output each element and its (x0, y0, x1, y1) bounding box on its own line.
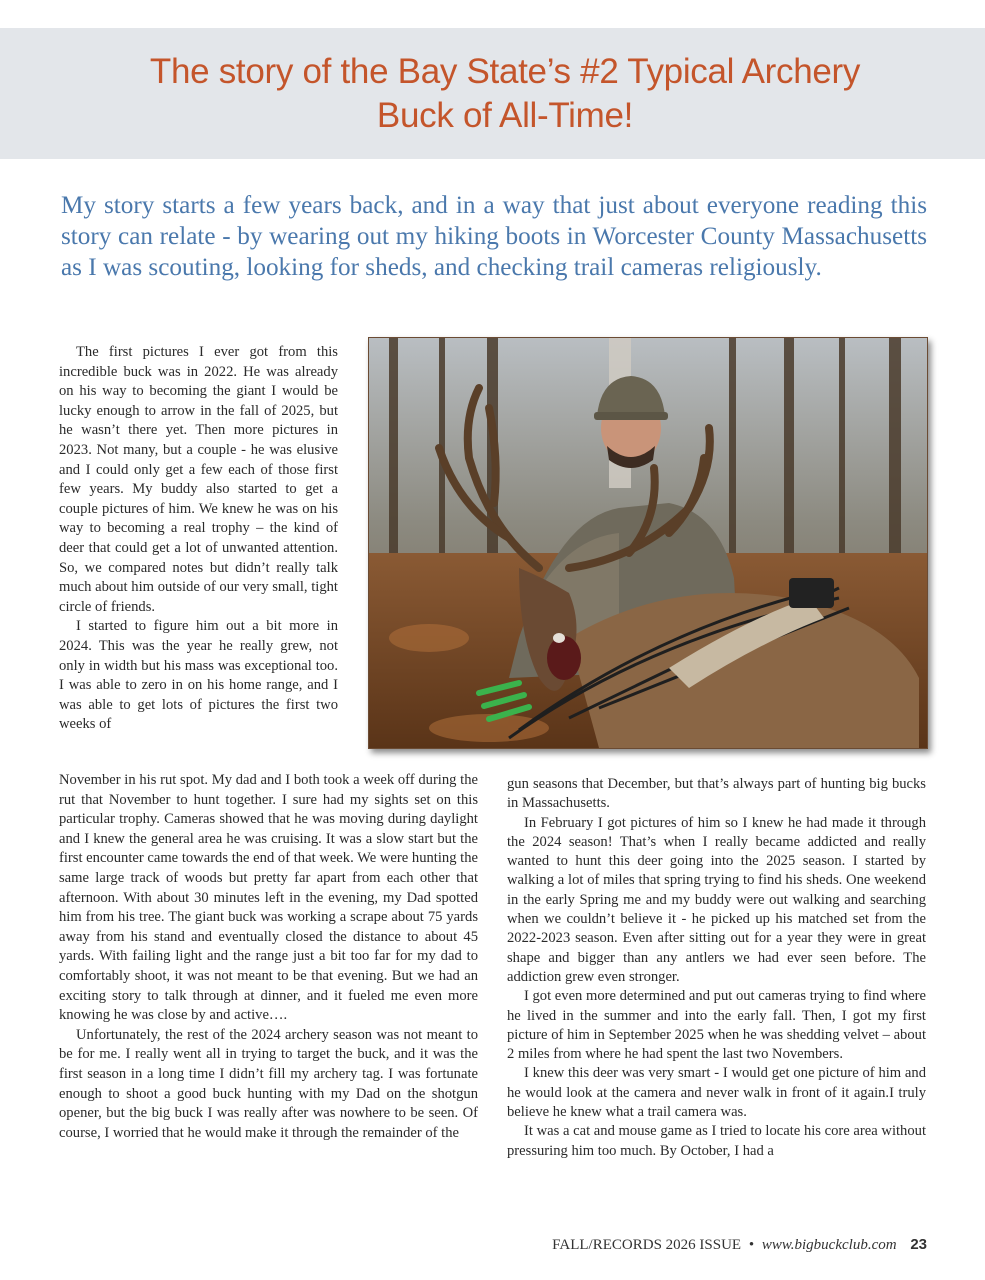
article-paragraph: November in his rut spot. My dad and I both took a week off during the rut that November to hunt together. I sure had my sights set on this particular trophy. Cameras showed that he was moving during daylight and I knew the general area he was cruising. It was a slow start but the first encounter came towards the end of that week. We were hunting the same large track of woods but pretty far apart from each other that afternoon. With about 30 minutes left in the evening, my Dad spotted him from his tree. The giant buck was working a scrape about 75 yards away from his stand and eventually closed the distance to about 45 yards. With failing light and the range just a bit too far for my dad to comfortably shoot, it was not meant to be that evening. But we had an exciting story to talk through at dinner, and it fueled me even more knowing he was close by and active…. (59, 772, 478, 1024)
article-title (60, 50, 950, 138)
article-paragraph: I started to figure him out a bit more in 2024. This was the year he really grew, not only in width but his mass was exceptional too. I was able to zero in on his home range, and I was able to get lots of pictures the first two weeks of (59, 618, 338, 733)
photo-illustration (369, 338, 927, 748)
footer-separator: • (748, 1237, 755, 1253)
issue-label: FALL/RECORDS 2026 ISSUE (552, 1237, 742, 1253)
article-column-left-upper (59, 343, 338, 735)
title-line-1: The story of the Bay State’s #2 Typical Archery (149, 52, 861, 91)
article-paragraph: It was a cat and mouse game as I tried to locate his core area without pressuring him too much. By October, I had a (507, 1123, 926, 1159)
article-column-right (507, 775, 926, 1161)
article-paragraph: The first pictures I ever got from this incredible buck was in 2022. He was already on his way to becoming the giant I would be lucky enough to arrow in the fall of 2025, but he wasn’t there yet. Then more pictures in 2023. Not many, but a couple - he was elusive and I could only get a few each of those first few years. My buddy also started to get a couple pictures of him. We knew he was on his way to becoming a real trophy – the kind of deer that could get a lot of unwanted attention. So, we compared notes but didn’t really talk much about him outside of our very small, tight circle of friends. (59, 344, 338, 615)
article-paragraph: I knew this deer was very smart - I would get one picture of him and he would look at the camera and never walk in front of it again.I truly believe he knew what a trail camera was. (507, 1065, 926, 1121)
page-footer (552, 1236, 927, 1254)
article-paragraph: I got even more determined and put out cameras trying to find where he lived in the summer and into the early fall. Then, I got my first picture of him in September 2025 when he was shedding velvet – about 2 miles from where he had spent the last two Novembers. (507, 988, 927, 1063)
hunter-with-buck-photo (368, 337, 928, 749)
article-paragraph: Unfortunately, the rest of the 2024 archery season was not meant to be for me. I really went all in trying to target the buck, and it was the first season in a long time I didn’t fill my archery tag. I was fortunate enough to shoot a good buck hunting with my Dad on the shotgun opener, but the big buck I was really after was nowhere to be seen. Of course, I worried that he would make it through the remainder of the (59, 1026, 478, 1141)
article-paragraph: In February I got pictures of him so I knew he had made it through the 2024 season! That’s when I really became addicted and really wanted to hunt this deer going into the 2025 season. I started by walking a lot of miles that spring trying to find his sheds. One weekend in the early Spring me and my buddy were out walking and searching when we couldn’t believe it - he picked up his matched set from the 2022-2023 season. Even after sitting out for a year they were in great shape and bigger than any antlers we had ever seen before. The addiction grew even stronger. (507, 814, 926, 985)
page-number: 23 (910, 1236, 927, 1253)
website-link[interactable]: www.bigbuckclub.com (761, 1237, 897, 1253)
article-paragraph: gun seasons that December, but that’s always part of hunting big bucks in Massachusetts. (507, 776, 926, 812)
title-line-2: Buck of All-Time! (376, 96, 634, 135)
intro-paragraph: My story starts a few years back, and in a way that just about everyone reading this story can relate - by wearing out my hiking boots in Worcester County Massachusetts as I was scouting, looking for sheds, and checking trail cameras religiously. (61, 192, 927, 282)
article-column-left-lower (59, 771, 478, 1143)
